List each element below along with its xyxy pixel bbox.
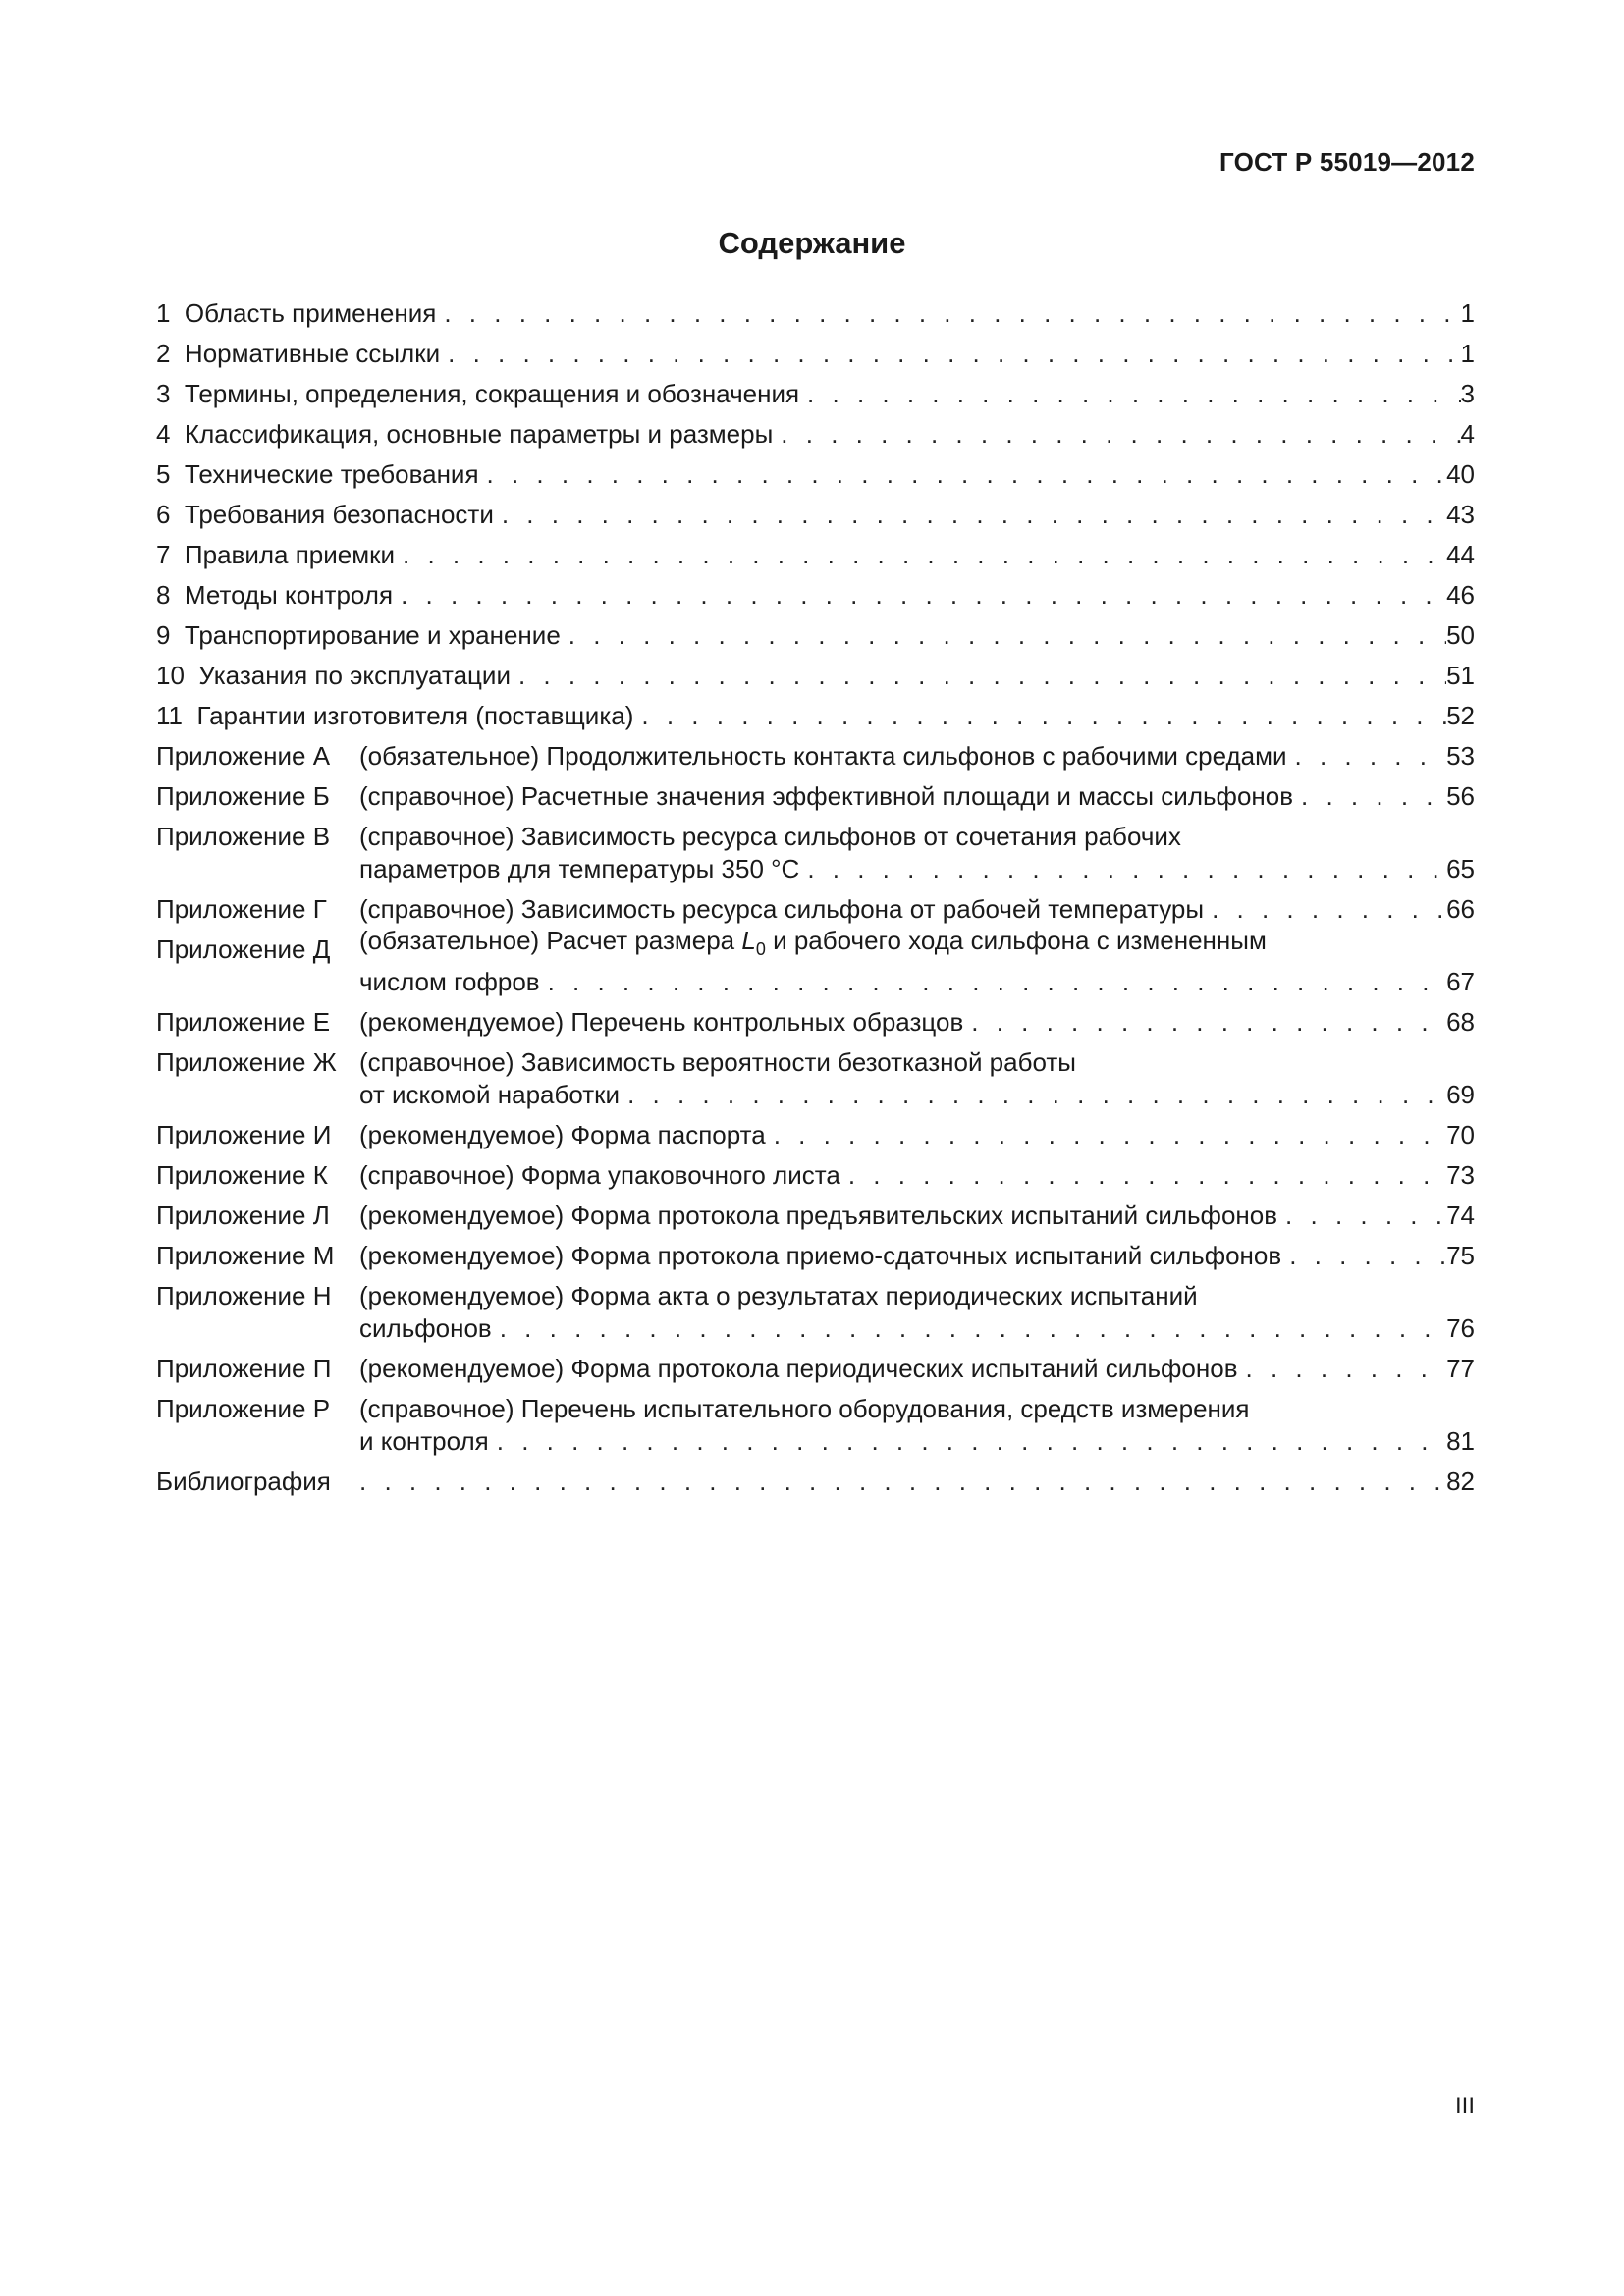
- appendix-label: Приложение Е: [156, 1007, 331, 1037]
- toc-title: Технические требования: [184, 459, 479, 489]
- toc-title: Гарантии изготовителя (поставщика): [196, 701, 634, 730]
- toc-appendix-g[interactable]: [156, 893, 1475, 926]
- toc-number: 9: [156, 620, 171, 650]
- symbol-l: L: [741, 926, 756, 955]
- table-of-contents: [156, 297, 1475, 1506]
- toc-page: 68: [1446, 1007, 1475, 1037]
- appendix-label: Приложение Н: [156, 1281, 332, 1310]
- toc-page: 82: [1446, 1467, 1475, 1496]
- dot-leader: [1293, 780, 1446, 813]
- dot-leader: [479, 458, 1447, 491]
- appendix-title-line2: сильфонов: [359, 1313, 492, 1343]
- dot-leader: [963, 1006, 1446, 1039]
- toc-appendix-n[interactable]: [156, 1280, 1475, 1345]
- toc-page: 76: [1446, 1313, 1475, 1343]
- toc-title: Термины, определения, сокращения и обозначения: [184, 379, 800, 408]
- dot-leader: [489, 1425, 1446, 1458]
- appendix-label: Приложение Б: [156, 781, 330, 811]
- toc-entry[interactable]: [156, 700, 1475, 732]
- dot-leader: [395, 539, 1446, 571]
- toc-page: 53: [1446, 741, 1475, 771]
- toc-title: Указания по эксплуатации: [198, 661, 511, 690]
- dot-leader: [799, 853, 1446, 885]
- toc-number: 3: [156, 379, 171, 408]
- toc-page: 51: [1446, 661, 1475, 690]
- toc-number: 6: [156, 500, 171, 529]
- dot-leader: [1277, 1200, 1446, 1232]
- toc-appendix-k[interactable]: [156, 1159, 1475, 1192]
- toc-appendix-i[interactable]: [156, 1119, 1475, 1151]
- dot-leader: [1287, 740, 1447, 773]
- toc-title: Область применения: [184, 298, 437, 328]
- toc-entry[interactable]: [156, 378, 1475, 410]
- appendix-label: Приложение Д: [156, 934, 331, 964]
- toc-number: 7: [156, 540, 171, 569]
- appendix-title: (рекомендуемое) Форма протокола приемо-сдаточных испытаний сильфонов: [359, 1241, 1282, 1270]
- toc-entry[interactable]: [156, 539, 1475, 571]
- dot-leader: [440, 338, 1460, 370]
- document-code: ГОСТ Р 55019—2012: [1219, 147, 1475, 177]
- toc-page: 81: [1446, 1426, 1475, 1456]
- page-title: Содержание: [718, 226, 906, 260]
- dot-leader: [1204, 893, 1446, 926]
- toc-number: 2: [156, 339, 171, 368]
- toc-page: 46: [1446, 580, 1475, 610]
- toc-page: 40: [1446, 459, 1475, 489]
- appendix-label: Приложение В: [156, 822, 331, 851]
- toc-appendix-d[interactable]: [156, 926, 1475, 998]
- appendix-label: Приложение К: [156, 1160, 328, 1190]
- toc-entry[interactable]: [156, 458, 1475, 491]
- toc-title: Классификация, основные параметры и размеры: [184, 419, 774, 449]
- toc-page: 52: [1446, 701, 1475, 730]
- toc-page: 74: [1446, 1201, 1475, 1230]
- appendix-title-line1: (обязательное) Расчет размера $L_0$ и рабочего хода сильфона с измененным: [359, 926, 1267, 959]
- appendix-title: (рекомендуемое) Форма протокола предъявительских испытаний сильфонов: [359, 1201, 1278, 1230]
- toc-page: 65: [1446, 854, 1475, 883]
- appendix-title-line2: и контроля: [359, 1426, 489, 1456]
- dot-leader: [540, 966, 1446, 998]
- toc-entry[interactable]: [156, 338, 1475, 370]
- appendix-title: (справочное) Форма упаковочного листа: [359, 1160, 840, 1190]
- appendix-title-line2: числом гофров: [359, 967, 540, 996]
- appendix-title: (рекомендуемое) Перечень контрольных образцов: [359, 1007, 964, 1037]
- toc-appendix-b[interactable]: [156, 780, 1475, 813]
- toc-appendix-a[interactable]: [156, 740, 1475, 773]
- toc-page: 44: [1446, 540, 1475, 569]
- toc-page: 1: [1460, 298, 1475, 328]
- dot-leader: [492, 1312, 1446, 1345]
- toc-page: 3: [1460, 379, 1475, 408]
- toc-page: 50: [1446, 620, 1475, 650]
- dot-leader: [561, 619, 1446, 652]
- appendix-title: (рекомендуемое) Форма протокола периодических испытаний сильфонов: [359, 1354, 1238, 1383]
- toc-title: Правила приемки: [184, 540, 396, 569]
- toc-number: 1: [156, 298, 171, 328]
- dot-leader: [393, 579, 1446, 612]
- toc-page: 43: [1446, 500, 1475, 529]
- toc-number: 5: [156, 459, 171, 489]
- toc-appendix-r[interactable]: [156, 1393, 1475, 1458]
- toc-page: 1: [1460, 339, 1475, 368]
- toc-entry[interactable]: [156, 418, 1475, 451]
- toc-appendix-e[interactable]: [156, 1006, 1475, 1039]
- appendix-label: Приложение И: [156, 1120, 332, 1149]
- toc-appendix-l[interactable]: [156, 1200, 1475, 1232]
- toc-number: 10: [156, 661, 185, 690]
- bibliography-label: Библиография: [156, 1467, 331, 1496]
- dot-leader: [1281, 1240, 1446, 1272]
- toc-number: 8: [156, 580, 171, 610]
- dot-leader: [799, 378, 1460, 410]
- appendix-title: (справочное) Расчетные значения эффективной площади и массы сильфонов: [359, 781, 1294, 811]
- toc-page: 4: [1460, 419, 1475, 449]
- dot-leader: [1238, 1353, 1447, 1385]
- appendix-label: Приложение Ж: [156, 1047, 337, 1077]
- toc-title: Нормативные ссылки: [184, 339, 441, 368]
- toc-appendix-v[interactable]: [156, 821, 1475, 885]
- dot-leader: [773, 418, 1460, 451]
- dot-leader: [620, 1079, 1446, 1111]
- toc-entry[interactable]: [156, 499, 1475, 531]
- appendix-label: Приложение П: [156, 1354, 332, 1383]
- toc-appendix-m[interactable]: [156, 1240, 1475, 1272]
- toc-title: Методы контроля: [184, 580, 394, 610]
- toc-entry[interactable]: [156, 660, 1475, 692]
- appendix-title: (рекомендуемое) Форма паспорта: [359, 1120, 766, 1149]
- appendix-title: (обязательное) Продолжительность контакта сильфонов с рабочими средами: [359, 741, 1287, 771]
- dot-leader: [511, 660, 1446, 692]
- appendix-title-line1: (справочное) Зависимость вероятности безотказной работы: [359, 1047, 1076, 1077]
- appendix-title-line1: (справочное) Зависимость ресурса сильфонов от сочетания рабочих: [359, 822, 1181, 851]
- dot-leader: [359, 1466, 1446, 1498]
- appendix-title-line1: (рекомендуемое) Форма акта о результатах периодических испытаний: [359, 1281, 1198, 1310]
- dot-leader: [494, 499, 1446, 531]
- appendix-title: (справочное) Зависимость ресурса сильфона от рабочей температуры: [359, 894, 1205, 924]
- subscript: 0: [755, 939, 766, 959]
- toc-entry[interactable]: [156, 579, 1475, 612]
- toc-number: 4: [156, 419, 171, 449]
- appendix-label: Приложение А: [156, 741, 331, 771]
- toc-appendix-zh[interactable]: [156, 1046, 1475, 1111]
- dot-leader: [633, 700, 1446, 732]
- dot-leader: [766, 1119, 1446, 1151]
- appendix-label: Приложение М: [156, 1241, 335, 1270]
- appendix-title-line1: (справочное) Перечень испытательного оборудования, средств измерения: [359, 1394, 1250, 1423]
- dot-leader: [436, 297, 1460, 330]
- appendix-label: Приложение Л: [156, 1201, 330, 1230]
- toc-page: 67: [1446, 967, 1475, 996]
- appendix-title-line2: параметров для температуры 350 °С: [359, 854, 800, 883]
- toc-page: 69: [1446, 1080, 1475, 1109]
- toc-title: Требования безопасности: [184, 500, 494, 529]
- toc-page: 77: [1446, 1354, 1475, 1383]
- toc-title: Транспортирование и хранение: [184, 620, 561, 650]
- toc-page: 73: [1446, 1160, 1475, 1190]
- toc-page: 56: [1446, 781, 1475, 811]
- appendix-title-line2: от искомой наработки: [359, 1080, 621, 1109]
- dot-leader: [840, 1159, 1446, 1192]
- toc-page: 75: [1446, 1241, 1475, 1270]
- appendix-label: Приложение Р: [156, 1394, 331, 1423]
- toc-entry[interactable]: [156, 297, 1475, 330]
- toc-page: 70: [1446, 1120, 1475, 1149]
- toc-number: 11: [156, 701, 183, 730]
- toc-appendix-p[interactable]: [156, 1353, 1475, 1385]
- page-number: III: [1454, 2093, 1475, 2119]
- toc-page: 66: [1446, 894, 1475, 924]
- toc-bibliography[interactable]: [156, 1466, 1475, 1498]
- toc-entry[interactable]: [156, 619, 1475, 652]
- appendix-label: Приложение Г: [156, 894, 327, 924]
